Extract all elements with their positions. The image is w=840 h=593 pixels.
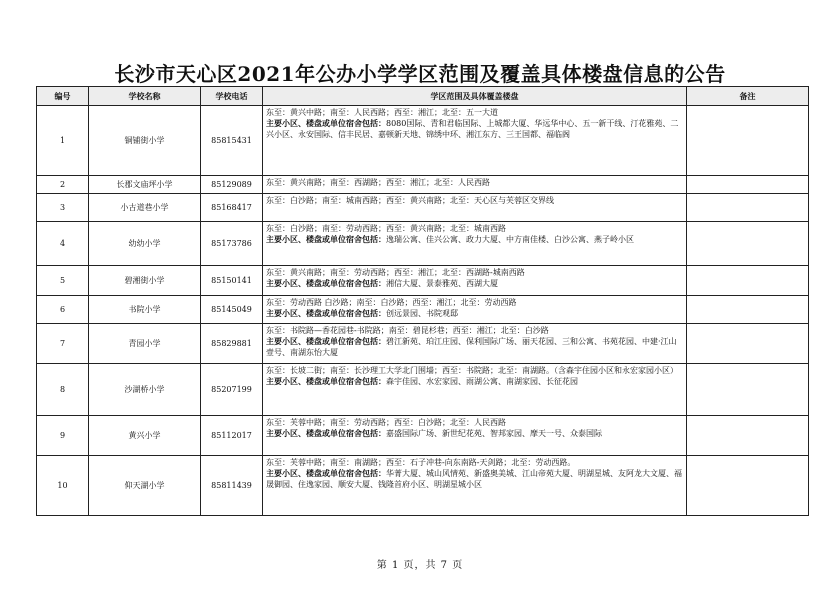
- district-scope-cell: [263, 222, 687, 266]
- school-name: 书院小学: [89, 296, 201, 324]
- row-number: 6: [37, 296, 89, 324]
- district-boundary: 东至：白沙路；南至：城南西路；西至：黄兴南路；北至：天心区与芙蓉区交界线: [266, 196, 554, 205]
- district-scope-cell: [263, 456, 687, 516]
- school-name: 长郡文庙坪小学: [89, 176, 201, 194]
- school-phone: 85145049: [201, 296, 263, 324]
- covered-estates-list: 8080国际、青和君临国际、上城都大厦、华远华中心、五一新干线、汀花雅苑、二兴小区、永安国际、信丰民居、嘉顿新天地、锦绣中环、湘江东方、三王国都、福临阁: [266, 119, 679, 139]
- covered-estates-list: 逸瑞公寓、佳兴公寓、政力大厦、中方南佳楼、白沙公寓、燕子岭小区: [386, 235, 634, 244]
- table-row: [37, 364, 809, 416]
- remarks-cell: [687, 194, 809, 222]
- remarks-cell: [687, 222, 809, 266]
- covered-estates-list: 湘信大厦、景泰雅苑、西湖大厦: [386, 279, 498, 288]
- school-name: 小古道巷小学: [89, 194, 201, 222]
- remarks-cell: [687, 266, 809, 296]
- remarks-cell: [687, 296, 809, 324]
- covered-estates-label: 主要小区、楼盘或单位宿舍包括：: [266, 428, 386, 438]
- covered-estates-label: 主要小区、楼盘或单位宿舍包括：: [266, 278, 386, 288]
- school-phone: 85207199: [201, 364, 263, 416]
- page-title: 长沙市天心区2021年公办小学学区范围及覆盖具体楼盘信息的公告: [114, 62, 726, 86]
- school-phone: 85829881: [201, 324, 263, 364]
- district-boundary: 东至：黄兴南路；南至：劳动西路；西至：湘江；北至：西湖路-城南西路: [266, 268, 525, 277]
- district-boundary: 东至：劳动西路 白沙路；南至：白沙路；西至：湘江；北至：劳动西路: [266, 298, 517, 307]
- table-row: [37, 176, 809, 194]
- header-number: 编号: [37, 87, 89, 106]
- school-phone: 85173786: [201, 222, 263, 266]
- header-school-name: 学校名称: [89, 87, 201, 106]
- district-scope-cell: [263, 176, 687, 194]
- table-row: [37, 416, 809, 456]
- district-boundary: 东至：芙蓉中路；南至：劳动西路；西至：白沙路；北至：人民西路: [266, 418, 506, 427]
- covered-estates-label: 主要小区、楼盘或单位宿舍包括：: [266, 308, 386, 318]
- row-number: 3: [37, 194, 89, 222]
- row-number: 9: [37, 416, 89, 456]
- district-boundary: 东至：黄兴南路；南至：西湖路；西至：湘江；北至：人民西路: [266, 178, 490, 187]
- table-row: [37, 266, 809, 296]
- header-school-phone: 学校电话: [201, 87, 263, 106]
- remarks-cell: [687, 364, 809, 416]
- school-name: 碧湘街小学: [89, 266, 201, 296]
- header-remarks: 备注: [687, 87, 809, 106]
- school-name: 黄兴小学: [89, 416, 201, 456]
- school-name: 铜铺街小学: [89, 106, 201, 176]
- district-scope-cell: [263, 266, 687, 296]
- district-scope-cell: [263, 324, 687, 364]
- school-phone: 85150141: [201, 266, 263, 296]
- district-scope-cell: [263, 106, 687, 176]
- district-scope-cell: [263, 364, 687, 416]
- school-name: 幼幼小学: [89, 222, 201, 266]
- remarks-cell: [687, 416, 809, 456]
- covered-estates-list: 创远景园、书院观邸: [386, 309, 458, 318]
- page-footer: 第 1 页，共 7 页: [376, 560, 464, 571]
- remarks-cell: [687, 456, 809, 516]
- school-phone: 85811439: [201, 456, 263, 516]
- school-district-table: [36, 86, 809, 516]
- district-scope-cell: [263, 194, 687, 222]
- covered-estates-list: 嘉盛国际广场、新世纪花苑、智邦家园、摩天一号、众泰国际: [386, 429, 602, 438]
- covered-estates-list: 森宇佳园、水宏家园、雨湖公寓、南湖家园、长征花园: [386, 377, 578, 386]
- covered-estates-label: 主要小区、楼盘或单位宿舍包括：: [266, 118, 386, 128]
- covered-estates-label: 主要小区、楼盘或单位宿舍包括：: [266, 336, 386, 346]
- district-boundary: 东至：芙蓉中路；南至：南湖路；西至：石子冲巷-向东南路-天剑路；北至：劳动西路。: [266, 458, 576, 467]
- district-boundary: 东至：白沙路；南至：劳动西路；西至：黄兴南路；北至：城南西路: [266, 224, 506, 233]
- school-name: 沙湖桥小学: [89, 364, 201, 416]
- school-phone: 85815431: [201, 106, 263, 176]
- remarks-cell: [687, 324, 809, 364]
- row-number: 2: [37, 176, 89, 194]
- row-number: 4: [37, 222, 89, 266]
- district-boundary: 东至：书院路—香花园巷-书院路；南至：碧昆杉巷；西至：湘江；北至：白沙路: [266, 326, 549, 335]
- row-number: 1: [37, 106, 89, 176]
- table-row: [37, 194, 809, 222]
- row-number: 10: [37, 456, 89, 516]
- row-number: 7: [37, 324, 89, 364]
- covered-estates-list: 碧江新苑、珀江庄园、保利国际广场、丽天花园、三和公寓、书苑花园、中建·江山壹号、南湖东怡大厦: [266, 337, 677, 357]
- covered-estates-label: 主要小区、楼盘或单位宿舍包括：: [266, 376, 386, 386]
- table-header-row: [37, 87, 809, 106]
- row-number: 5: [37, 266, 89, 296]
- header-district-scope: 学区范围及具体覆盖楼盘: [263, 87, 687, 106]
- table-row: [37, 456, 809, 516]
- school-phone: 85112017: [201, 416, 263, 456]
- remarks-cell: [687, 176, 809, 194]
- table-row: [37, 106, 809, 176]
- school-phone: 85129089: [201, 176, 263, 194]
- covered-estates-label: 主要小区、楼盘或单位宿舍包括：: [266, 234, 386, 244]
- table-row: [37, 296, 809, 324]
- remarks-cell: [687, 106, 809, 176]
- district-boundary: 东至：长坡二街；南至：长沙理工大学北门围墙；西至：书院路；北至：南湖路。（含森宇住园小区和永宏家园小区）: [266, 366, 678, 375]
- table-row: [37, 222, 809, 266]
- table-row: [37, 324, 809, 364]
- row-number: 8: [37, 364, 89, 416]
- covered-estates-list: 华菁大厦、城山风情苑、新盛奥美城、江山帝苑大厦、明湖星城、友阿龙大文厦、福晟御园、住逸家园、顺安大厦、钱隆首府小区、明湖星城小区: [266, 469, 682, 489]
- district-scope-cell: [263, 416, 687, 456]
- school-phone: 85168417: [201, 194, 263, 222]
- school-name: 青园小学: [89, 324, 201, 364]
- school-name: 仰天湖小学: [89, 456, 201, 516]
- covered-estates-label: 主要小区、楼盘或单位宿舍包括：: [266, 468, 386, 478]
- district-scope-cell: [263, 296, 687, 324]
- district-boundary: 东至：黄兴中路；南至：人民西路；西至：湘江；北至：五一大道: [266, 108, 498, 117]
